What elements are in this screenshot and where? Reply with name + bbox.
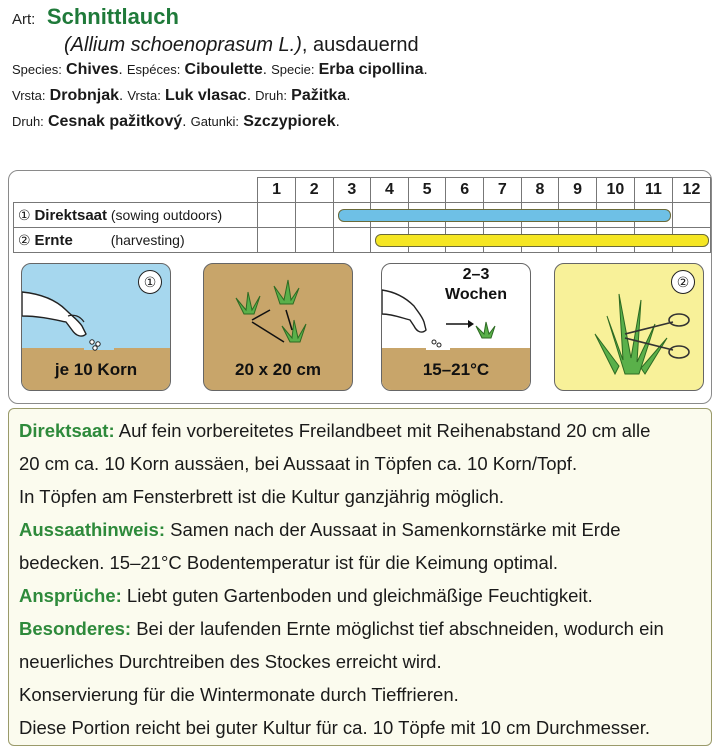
step-caption: je 10 Korn xyxy=(54,360,138,379)
seed-packet-header xyxy=(12,4,712,135)
instruction-line xyxy=(19,613,664,645)
instruction-line: bedecken. 15–21°C Bodentemperatur ist für die Keimung optimal. xyxy=(19,552,559,573)
instruction-line: Diese Portion reicht bei guter Kultur für ca. 10 Töpfe mit 10 cm Durchmesser. xyxy=(19,717,650,738)
section-heading: Besonderes: xyxy=(19,618,132,639)
latin-suffix: , ausdauernd xyxy=(301,34,419,56)
latin-name: (Allium schoenoprasum L.) xyxy=(64,34,302,56)
instruction-text: Liebt guten Gartenboden und gleichmäßige Feuchtigkeit. xyxy=(121,585,593,606)
instruction-line xyxy=(19,415,650,447)
lang-label: Specie: xyxy=(271,62,315,77)
step-caption: 20 x 20 cm xyxy=(234,360,321,379)
lang-value: Ciboulette xyxy=(184,61,263,78)
lang-label: Species: xyxy=(12,62,62,77)
lang-label: Gatunki: xyxy=(190,114,240,129)
month-header: 4 xyxy=(371,178,409,203)
row-name: Ernte xyxy=(34,231,73,249)
month-header: 12 xyxy=(672,178,710,203)
month-header: 8 xyxy=(521,178,559,203)
sowing-calendar xyxy=(13,177,711,253)
row-label xyxy=(14,203,258,228)
title-line xyxy=(12,4,712,33)
step-badge: ② xyxy=(671,270,695,294)
lang-label: Vrsta: xyxy=(12,88,46,103)
translations-line-2: Vrsta: Drobnjak. Vrsta: Luk vlasac. Druh: Pažitka. xyxy=(12,87,351,104)
lang-value: Chives xyxy=(66,61,119,78)
latin-name-line xyxy=(12,33,712,57)
lang-value: Pažitka xyxy=(291,87,347,104)
instruction-line: neuerliches Durchtreiben des Stockes erreicht wird. xyxy=(19,651,442,672)
step-spacing-box xyxy=(203,263,353,391)
translations-line-3: Druh: Cesnak pažitkový. Gatunki: Szczypiorek. xyxy=(12,113,340,130)
germination-weeks: 2–3 xyxy=(462,266,490,283)
instruction-text: Auf fein vorbereitetes Freilandbeet mit Reihenabstand 20 cm alle xyxy=(114,420,651,441)
instruction-line: In Töpfen am Fensterbrett ist die Kultur ganzjährig möglich. xyxy=(19,486,505,507)
instruction-line: 20 cm ca. 10 Korn aussäen, bei Aussaat in Töpfen ca. 10 Korn/Topf. xyxy=(19,453,578,474)
month-header: 11 xyxy=(634,178,672,203)
section-heading: Direktsaat: xyxy=(19,420,115,441)
step-sowing-box xyxy=(21,263,171,391)
month-header: 10 xyxy=(596,178,634,203)
instruction-line xyxy=(19,580,593,612)
month-header: 3 xyxy=(333,178,371,203)
lang-label: Druh: xyxy=(12,114,44,129)
row-name: Direktsaat xyxy=(34,206,107,224)
lang-value: Szczypiorek xyxy=(243,113,336,130)
row-number: ① xyxy=(18,206,31,223)
calendar-row-harvest xyxy=(14,228,711,253)
germination-weeks-label: Wochen xyxy=(445,286,507,303)
lang-label: Vrsta: xyxy=(127,88,161,103)
row-note: (sowing outdoors) xyxy=(110,206,223,223)
row-number: ② xyxy=(18,231,31,248)
plant-name: Schnittlauch xyxy=(46,4,179,29)
lang-value: Cesnak pažitkový xyxy=(47,113,183,130)
month-header: 9 xyxy=(559,178,597,203)
step-germination-box xyxy=(381,263,531,391)
month-header: 7 xyxy=(484,178,522,203)
instructions-box xyxy=(8,408,712,746)
step-harvest-box xyxy=(554,263,704,391)
instruction-line xyxy=(19,514,621,546)
row-note: (harvesting) xyxy=(110,231,185,248)
step-badge: ① xyxy=(138,270,162,294)
month-header: 6 xyxy=(446,178,484,203)
lang-value: Luk vlasac xyxy=(165,87,247,104)
instruction-text: Samen nach der Aussaat in Samenkornstärke mit Erde xyxy=(165,519,621,540)
month-header: 1 xyxy=(258,178,296,203)
row-label xyxy=(14,228,258,253)
calendar-row-sowing xyxy=(14,203,711,228)
month-header: 5 xyxy=(408,178,446,203)
translations-line-1: Species: Chives. Espéces: Ciboulette. Specie: Erba cipollina. xyxy=(12,61,428,78)
lang-value: Erba cipollina xyxy=(318,61,424,78)
lang-label: Druh: xyxy=(255,88,287,103)
instruction-text: Bei der laufenden Ernte möglichst tief abschneiden, wodurch ein xyxy=(131,618,664,639)
month-header-row xyxy=(14,178,711,203)
art-label: Art: xyxy=(12,11,36,28)
step-caption: 15–21°C xyxy=(422,360,490,379)
month-header: 2 xyxy=(295,178,333,203)
lang-label: Espéces: xyxy=(126,62,181,77)
calendar-panel xyxy=(8,170,712,404)
lang-value: Drobnjak xyxy=(49,87,119,104)
instruction-line: Konservierung für die Wintermonate durch Tieffrieren. xyxy=(19,684,459,705)
calendar-corner xyxy=(14,178,258,203)
section-heading: Ansprüche: xyxy=(19,585,122,606)
section-heading: Aussaathinweis: xyxy=(19,519,165,540)
